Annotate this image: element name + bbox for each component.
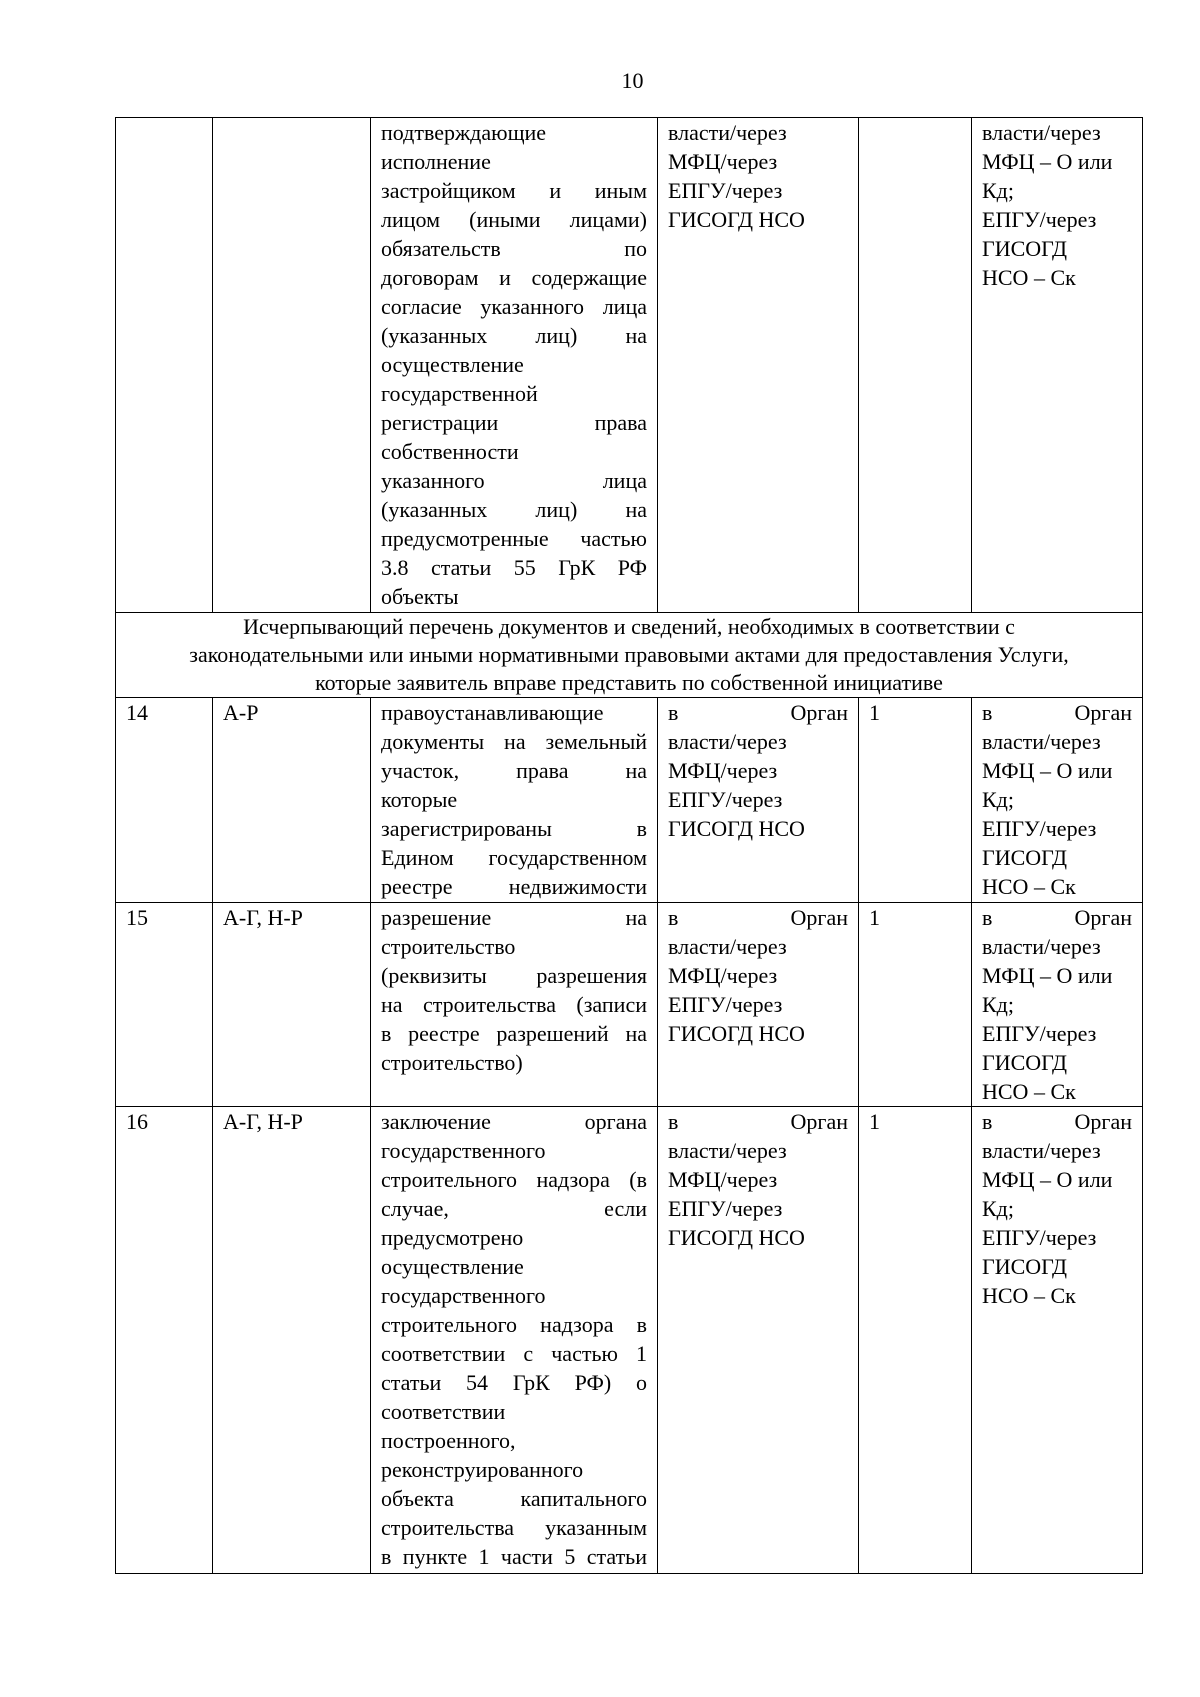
- document-description: [371, 698, 658, 903]
- text-line: построенного,: [381, 1428, 516, 1453]
- text-line: регистрации права: [381, 410, 647, 435]
- text-line: Исчерпывающий перечень документов и сведений, необходимых в соответствии с: [243, 614, 1015, 639]
- table-row: [116, 903, 1143, 1107]
- text-line: реконструированного: [381, 1457, 584, 1482]
- text-line: МФЦ – О или: [982, 963, 1113, 988]
- result-delivery: [972, 903, 1143, 1107]
- document-description: [371, 118, 658, 613]
- text-line: (реквизиты разрешения: [381, 963, 647, 988]
- text-line: которые: [381, 787, 458, 812]
- copies-count: 1: [859, 1107, 972, 1574]
- submission-method: [658, 698, 859, 903]
- text-line: которые заявитель вправе представить по собственной инициативе: [315, 670, 943, 695]
- text-line: предусмотренные частью: [381, 526, 647, 551]
- text-line: в Орган: [668, 700, 848, 725]
- text-line: МФЦ/через: [668, 1167, 778, 1192]
- text-line: в Орган: [668, 1109, 848, 1134]
- text-line: согласие указанного лица: [381, 294, 647, 319]
- text-line: в Орган: [982, 905, 1132, 930]
- text-line: в Орган: [668, 905, 848, 930]
- text-line: правоустанавливающие: [381, 700, 604, 725]
- text-line: МФЦ/через: [668, 149, 778, 174]
- text-line: ГИСОГД: [982, 236, 1067, 261]
- text-line: указанного лица: [381, 468, 647, 493]
- text-line: ЕПГУ/через: [982, 816, 1097, 841]
- text-line: Кд;: [982, 178, 1014, 203]
- table-row: [116, 1107, 1143, 1574]
- text-line: МФЦ – О или: [982, 1167, 1113, 1192]
- text-line: заключение органа: [381, 1109, 647, 1134]
- text-line: соответствии с частью 1: [381, 1341, 647, 1366]
- applicant-code: А-Г, Н-Р: [213, 1107, 371, 1574]
- section-heading-row: [116, 613, 1143, 698]
- text-line: власти/через: [982, 934, 1101, 959]
- text-line: ГИСОГД НСО: [668, 207, 805, 232]
- text-line: документы на земельный: [381, 729, 647, 754]
- text-line: статьи 54 ГрК РФ) о: [381, 1370, 647, 1395]
- text-line: осуществление: [381, 352, 524, 377]
- text-line: (указанных лиц) на: [381, 497, 647, 522]
- text-line: строительного надзора в: [381, 1312, 647, 1337]
- text-line: власти/через: [982, 120, 1101, 145]
- copies-count: [859, 118, 972, 613]
- text-line: зарегистрированы в: [381, 816, 647, 841]
- text-line: договорам и содержащие: [381, 265, 647, 290]
- documents-table: [115, 117, 1143, 1574]
- text-line: власти/через: [668, 729, 787, 754]
- text-line: МФЦ – О или: [982, 758, 1113, 783]
- text-line: МФЦ/через: [668, 963, 778, 988]
- document-description: [371, 903, 658, 1107]
- text-line: МФЦ/через: [668, 758, 778, 783]
- table-row: [116, 118, 1143, 613]
- text-line: строительного надзора (в: [381, 1167, 647, 1192]
- text-line: в реестре разрешений на: [381, 1021, 647, 1046]
- text-line: участок, права на: [381, 758, 647, 783]
- applicant-code: А-Р: [213, 698, 371, 903]
- text-line: строительство): [381, 1050, 523, 1075]
- text-line: ЕПГУ/через: [668, 178, 783, 203]
- text-line: государственной: [381, 381, 538, 406]
- text-line: Кд;: [982, 787, 1014, 812]
- text-line: государственного: [381, 1283, 546, 1308]
- submission-method: [658, 1107, 859, 1574]
- text-line: в Орган: [982, 1109, 1132, 1134]
- text-line: обязательств по: [381, 236, 647, 261]
- text-line: ГИСОГД: [982, 1050, 1067, 1075]
- text-line: ГИСОГД: [982, 845, 1067, 870]
- text-line: Едином государственном: [381, 845, 647, 870]
- page-number: 10: [621, 68, 644, 93]
- text-line: (указанных лиц) на: [381, 323, 647, 348]
- copies-count: 1: [859, 698, 972, 903]
- text-line: ГИСОГД НСО: [668, 1225, 805, 1250]
- text-line: собственности: [381, 439, 519, 464]
- text-line: подтверждающие: [381, 120, 547, 145]
- text-line: предусмотрено: [381, 1225, 524, 1250]
- text-line: Кд;: [982, 1196, 1014, 1221]
- text-line: осуществление: [381, 1254, 524, 1279]
- text-line: власти/через: [982, 1138, 1101, 1163]
- text-line: НСО – Ск: [982, 874, 1076, 899]
- section-heading: [116, 613, 1143, 698]
- text-line: власти/через: [668, 934, 787, 959]
- submission-method: [658, 903, 859, 1107]
- text-line: в Орган: [982, 700, 1132, 725]
- text-line: законодательными или иными нормативными правовыми актами для предоставления Услуги,: [189, 642, 1069, 667]
- text-line: НСО – Ск: [982, 265, 1076, 290]
- text-line: в пункте 1 части 5 статьи: [381, 1544, 647, 1569]
- row-number: 15: [116, 903, 213, 1107]
- text-line: власти/через: [668, 120, 787, 145]
- row-number: 14: [116, 698, 213, 903]
- applicant-code: А-Г, Н-Р: [213, 903, 371, 1107]
- text-line: объекта капитального: [381, 1486, 647, 1511]
- text-line: НСО – Ск: [982, 1079, 1076, 1104]
- table-row: [116, 698, 1143, 903]
- text-line: объекты: [381, 584, 459, 609]
- text-line: застройщиком и иным: [381, 178, 647, 203]
- result-delivery: [972, 1107, 1143, 1574]
- applicant-code: [213, 118, 371, 613]
- row-number: 16: [116, 1107, 213, 1574]
- text-line: на строительства (записи: [381, 992, 647, 1017]
- text-line: ЕПГУ/через: [982, 1225, 1097, 1250]
- copies-count: 1: [859, 903, 972, 1107]
- text-line: соответствии: [381, 1399, 506, 1424]
- text-line: ГИСОГД НСО: [668, 1021, 805, 1046]
- text-line: Кд;: [982, 992, 1014, 1017]
- text-line: ГИСОГД НСО: [668, 816, 805, 841]
- result-delivery: [972, 118, 1143, 613]
- document-description: [371, 1107, 658, 1574]
- text-line: реестре недвижимости: [381, 874, 647, 899]
- result-delivery: [972, 698, 1143, 903]
- text-line: ЕПГУ/через: [982, 207, 1097, 232]
- submission-method: [658, 118, 859, 613]
- row-number: [116, 118, 213, 613]
- text-line: ЕПГУ/через: [668, 1196, 783, 1221]
- text-line: государственного: [381, 1138, 546, 1163]
- text-line: ЕПГУ/через: [982, 1021, 1097, 1046]
- text-line: исполнение: [381, 149, 491, 174]
- text-line: МФЦ – О или: [982, 149, 1113, 174]
- text-line: строительства указанным: [381, 1515, 647, 1540]
- text-line: ЕПГУ/через: [668, 787, 783, 812]
- text-line: разрешение на: [381, 905, 647, 930]
- text-line: ГИСОГД: [982, 1254, 1067, 1279]
- text-line: 3.8 статьи 55 ГрК РФ: [381, 555, 647, 580]
- text-line: НСО – Ск: [982, 1283, 1076, 1308]
- text-line: лицом (иными лицами): [381, 207, 647, 232]
- text-line: ЕПГУ/через: [668, 992, 783, 1017]
- text-line: власти/через: [982, 729, 1101, 754]
- text-line: случае, если: [381, 1196, 647, 1221]
- text-line: строительство: [381, 934, 516, 959]
- text-line: власти/через: [668, 1138, 787, 1163]
